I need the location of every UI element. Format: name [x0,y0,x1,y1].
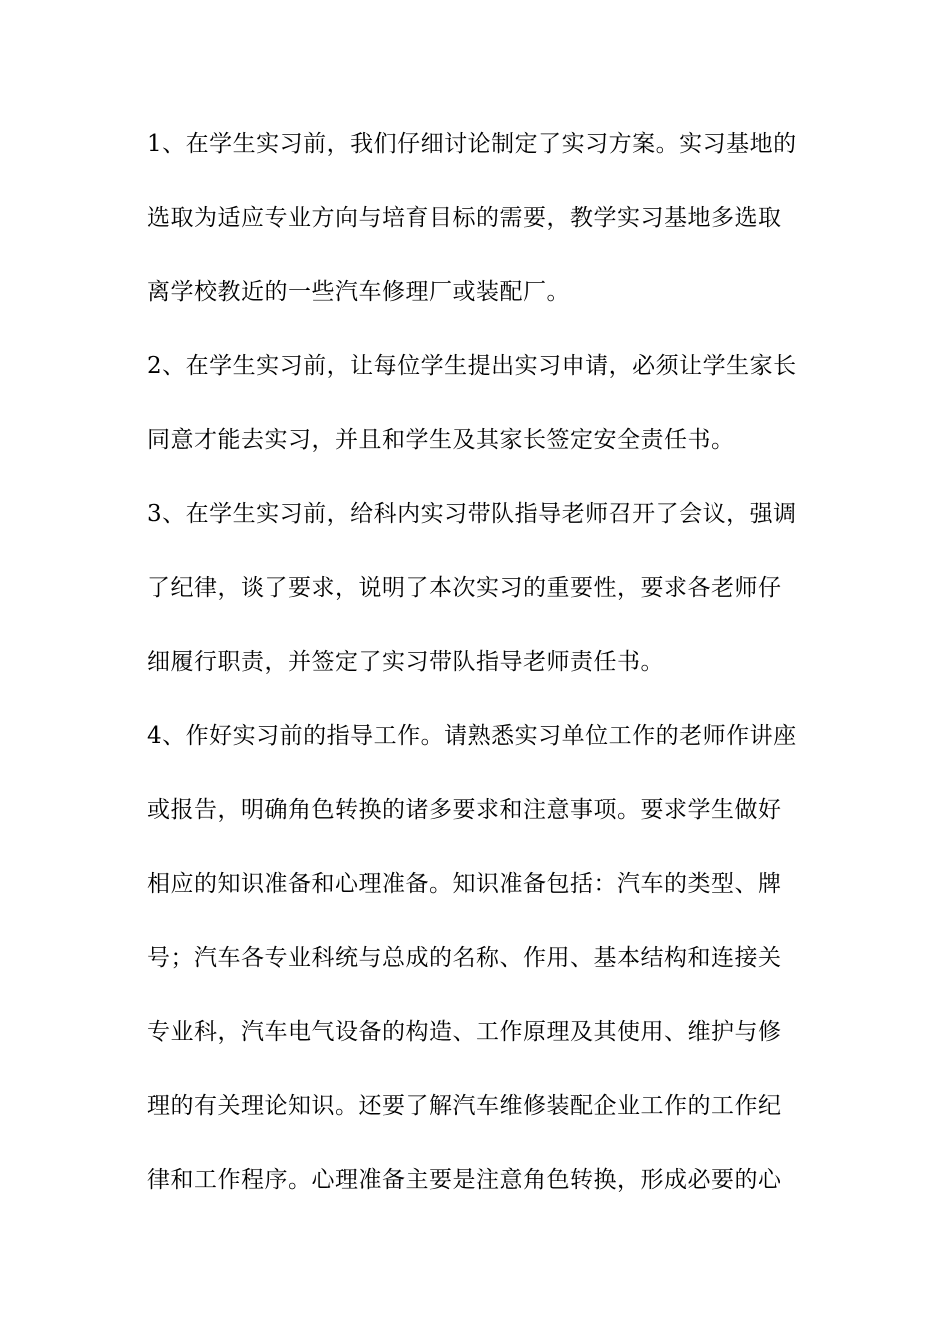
text-line: 了纪律，谈了要求，说明了本次实习的重要性，要求各老师仔 [147,575,782,601]
text-line: 4、作好实习前的指导工作。请熟悉实习单位工作的老师作讲座 [147,723,797,749]
text-line: 2、在学生实习前，让每位学生提出实习申请，必须让学生家长 [147,353,797,379]
text-line: 离学校教近的一些汽车修理厂或装配厂。 [147,279,570,305]
text-line: 相应的知识准备和心理准备。知识准备包括：汽车的类型、牌 [147,871,782,897]
text-line: 律和工作程序。心理准备主要是注意角色转换，形成必要的心 [147,1167,782,1193]
text-line: 3、在学生实习前，给科内实习带队指导老师召开了会议，强调 [147,501,797,527]
text-line: 号；汽车各专业科统与总成的名称、作用、基本结构和连接关 [147,945,782,971]
text-line: 选取为适应专业方向与培育目标的需要，教学实习基地多选取 [147,205,782,231]
text-line: 理的有关理论知识。还要了解汽车维修装配企业工作的工作纪 [147,1093,782,1119]
document-body [147,126,809,1236]
text-line: 专业科，汽车电气设备的构造、工作原理及其使用、维护与修 [147,1019,782,1045]
text-line: 或报告，明确角色转换的诸多要求和注意事项。要求学生做好 [147,797,782,823]
text-line: 同意才能去实习，并且和学生及其家长签定安全责任书。 [147,427,735,453]
text-line: 细履行职责，并签定了实习带队指导老师责任书。 [147,649,664,675]
text-line: 1、在学生实习前，我们仔细讨论制定了实习方案。实习基地的 [147,131,797,157]
